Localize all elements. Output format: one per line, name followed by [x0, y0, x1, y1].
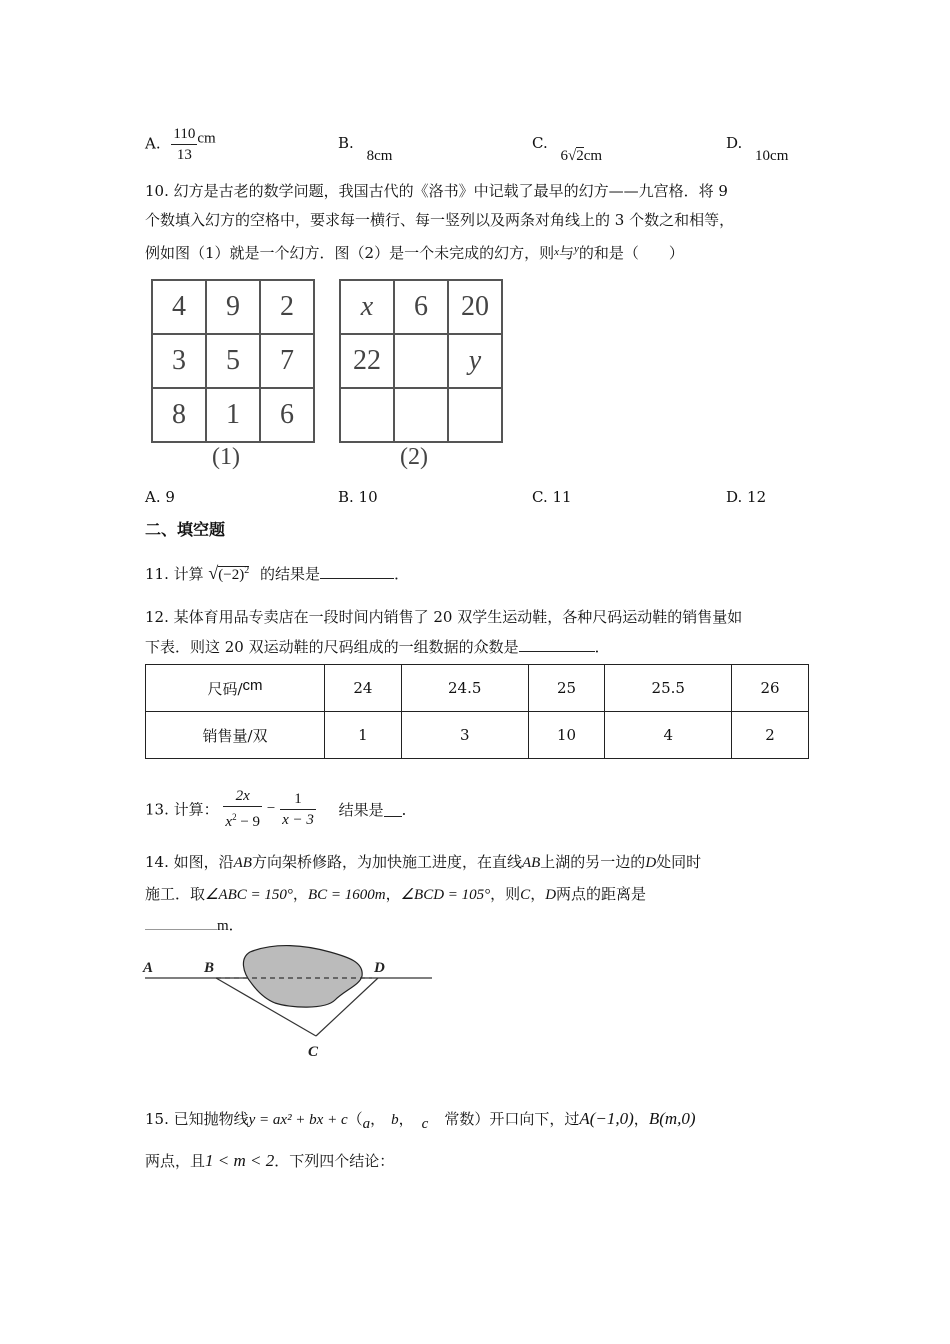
table-row — [146, 712, 809, 759]
table-header-cell: 尺码/cm — [146, 665, 325, 712]
lake-shape — [243, 946, 362, 1008]
grid2-cell: 22 — [340, 334, 394, 388]
q10-line2: 个数填入幻方的空格中，要求每一横行、每一竖列以及两条对角线上的 3 个数之和相等， — [145, 211, 735, 229]
grid2-cell: x — [340, 280, 394, 334]
label-b: B — [204, 960, 215, 976]
q12-line2: 下表．则这 20 双运动鞋的尺码组成的一组数据的众数是 ． — [145, 638, 610, 656]
q9-option-c: C. 6√2cm — [532, 134, 603, 164]
grid1-cell: 7 — [260, 334, 314, 388]
table-cell: 3 — [401, 712, 528, 759]
q9-option-d: D. 10cm — [726, 134, 789, 164]
table-cell: 1 — [325, 712, 402, 759]
q9-option-b: B. 8cm — [338, 134, 393, 164]
q10-option-b: B. 10 — [338, 488, 378, 506]
q10-option-c: C. 11 — [532, 488, 572, 506]
section-heading: 二、填空题 — [145, 520, 226, 539]
shoe-size-table — [145, 664, 809, 759]
grid1-cell: 6 — [260, 388, 314, 442]
grid1-cell: 3 — [152, 334, 206, 388]
table-cell: 2 — [732, 712, 809, 759]
q12-line1: 12. 某体育用品专卖店在一段时间内销售了 20 双学生运动鞋，各种尺码运动鞋的销售量如 — [145, 608, 743, 626]
grid2-cell — [340, 388, 394, 442]
magic-square-1 — [151, 279, 315, 443]
table-cell: 4 — [605, 712, 732, 759]
table-cell: 24 — [325, 665, 402, 712]
table-row — [146, 665, 809, 712]
label-a: A — [143, 960, 154, 976]
q11: 11. 计算 $√(-2)^2$ 的结果是 ． — [145, 563, 410, 583]
grid2-cell: 6 — [394, 280, 448, 334]
q15-line2: 两点，且1 < m < 2．下列四个结论： — [145, 1151, 395, 1170]
caption-1: (1) — [212, 444, 240, 470]
grid1-cell: 2 — [260, 280, 314, 334]
label-d: D — [374, 960, 385, 976]
grid1-cell: 8 — [152, 388, 206, 442]
bridge-diagram — [140, 940, 440, 1065]
q10-option-d: D. 12 — [726, 488, 767, 506]
grid1-cell: 5 — [206, 334, 260, 388]
q10-line1: 10. 幻方是古老的数学问题，我国古代的《洛书》中记载了最早的幻方——九宫格．将 9 — [145, 182, 728, 200]
table-header-cell: 销售量/双 — [146, 712, 325, 759]
table-cell: 25 — [528, 665, 605, 712]
magic-square-2 — [339, 279, 503, 443]
grid2-cell — [394, 388, 448, 442]
grid2-cell: y — [448, 334, 502, 388]
table-cell: 24.5 — [401, 665, 528, 712]
grid1-cell: 9 — [206, 280, 260, 334]
grid1-cell: 1 — [206, 388, 260, 442]
q14-line1: 14. 如图，沿AB方向架桥修路，为加快施工进度，在直线AB上湖的另一边的D处同时 — [145, 853, 702, 871]
grid2-cell — [448, 388, 502, 442]
table-cell: 10 — [528, 712, 605, 759]
q14-line2: 施工．取∠ABC = 150°，BC = 1600m，∠BCD = 105°，则C，D两点的距离是 — [145, 885, 647, 903]
q14-line3: m． — [145, 914, 244, 937]
q10-line3: 例如图（1）就是一个幻方．图（2）是一个未完成的幻方，则$^x$与$^y$的和是（ ） — [145, 243, 684, 262]
caption-2: (2) — [400, 444, 428, 470]
q9-option-a: A. $\frac{110}{13}$ cm — [145, 126, 216, 163]
q13: 13. 计算： $\frac{2x}{x^2 - 9}$ − $\frac{1}{x - 3}$ 结果是 ． — [145, 788, 417, 830]
table-cell: 26 — [732, 665, 809, 712]
grid1-cell: 4 — [152, 280, 206, 334]
q10-option-a: A. 9 — [145, 488, 175, 506]
q15-line1: 15. 已知抛物线y = ax² + bx + c（a， b， c 常数）开口向下，过A(−1,0)，B(m,0) — [145, 1109, 696, 1132]
grid2-cell — [394, 334, 448, 388]
grid2-cell: 20 — [448, 280, 502, 334]
table-cell: 25.5 — [605, 665, 732, 712]
label-c: C — [308, 1044, 319, 1060]
